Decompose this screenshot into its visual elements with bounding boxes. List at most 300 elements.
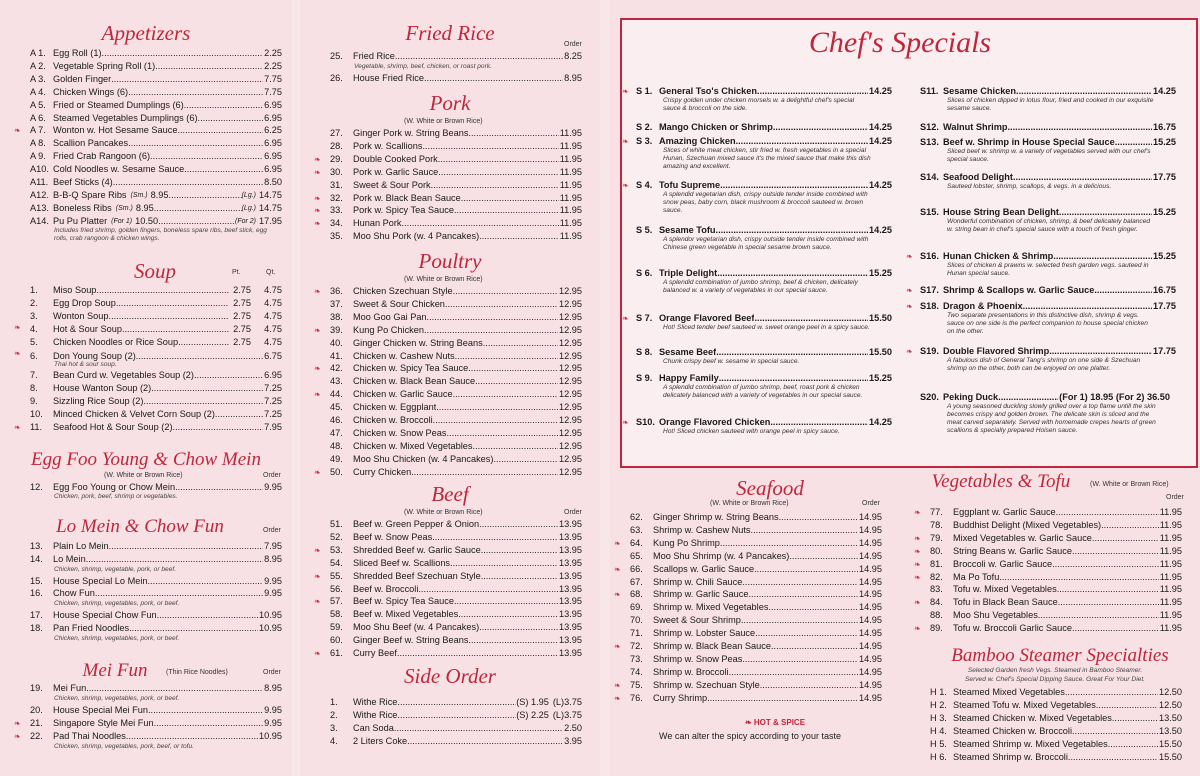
item-number: 48. bbox=[330, 440, 343, 451]
item-description: Two separate presentations in this distinctive dish, shrimp & vegs. sauce on one side is the perfect companion to house special chicken on the other. bbox=[947, 312, 1148, 335]
item-number: 27. bbox=[330, 128, 343, 138]
item-number: A 3. bbox=[30, 73, 46, 84]
item-number: 42. bbox=[330, 363, 343, 374]
item-number: 18. bbox=[30, 623, 43, 633]
item-number: 62. bbox=[630, 512, 643, 522]
item-number: 6. bbox=[30, 350, 38, 361]
item-number: 25. bbox=[330, 51, 343, 61]
item-name: Orange Flavored Chicken bbox=[659, 417, 771, 427]
mei-fun-heading: Mei Fun bbox=[82, 660, 148, 681]
item-name: Curry Beef bbox=[353, 648, 397, 658]
dot-leader bbox=[215, 409, 263, 420]
item-name: Boneless Ribs bbox=[53, 202, 112, 213]
item-price: 12.95 bbox=[559, 415, 582, 425]
dot-leader bbox=[779, 512, 858, 523]
item-name: Singapore Style Mei Fun bbox=[53, 717, 154, 728]
menu-item bbox=[330, 584, 582, 595]
dot-leader bbox=[751, 525, 858, 536]
seafood-heading: Seafood bbox=[736, 476, 804, 500]
item-price: 11.95 bbox=[559, 192, 582, 203]
item-price: 11.95 bbox=[1159, 571, 1182, 582]
item-number: 51. bbox=[330, 519, 343, 529]
pepper-icon: ❧ bbox=[314, 467, 321, 477]
item-price: 14.25 bbox=[1153, 86, 1176, 96]
pepper-icon: ❧ bbox=[14, 422, 21, 432]
item-price: 13.95 bbox=[559, 635, 582, 646]
dot-leader bbox=[397, 648, 558, 659]
item-price: 12.95 bbox=[559, 311, 582, 322]
dot-leader bbox=[479, 231, 559, 242]
menu-item bbox=[330, 218, 582, 229]
item-number: 54. bbox=[330, 557, 343, 568]
item-number: S 6. bbox=[636, 268, 653, 278]
item-number: 53. bbox=[330, 544, 343, 555]
dot-leader bbox=[742, 577, 858, 588]
menu-item bbox=[930, 597, 1182, 608]
item-name: Pork w. Scallions bbox=[353, 140, 423, 151]
menu-item bbox=[636, 417, 892, 428]
pepper-icon: ❧ bbox=[622, 418, 629, 427]
menu-item bbox=[330, 635, 582, 646]
dot-leader bbox=[148, 705, 263, 716]
menu-item bbox=[920, 392, 1176, 403]
item-name: Sliced Beef w. Scallions bbox=[353, 557, 451, 568]
menu-item bbox=[330, 622, 582, 633]
item-number: S12. bbox=[920, 122, 939, 132]
dot-leader bbox=[1094, 285, 1152, 296]
dot-leader bbox=[716, 225, 868, 236]
pepper-icon: ❧ bbox=[914, 559, 921, 569]
item-price: 11.95 bbox=[559, 179, 582, 190]
vegetables-tofu-heading: Vegetables & Tofu bbox=[931, 471, 1071, 492]
menu-item bbox=[330, 454, 582, 465]
item-price: 12.95 bbox=[559, 363, 582, 374]
item-price: 14.95 bbox=[859, 602, 882, 613]
dot-leader bbox=[481, 545, 558, 556]
item-name: Scallion Pancakes bbox=[53, 138, 129, 149]
item-description: Thai hot & sour soup. bbox=[54, 361, 117, 368]
item-number: S14. bbox=[920, 172, 939, 182]
menu-item bbox=[30, 576, 282, 587]
menu-item bbox=[920, 86, 1176, 97]
item-name: Shrimp w. Broccoli bbox=[653, 666, 729, 677]
menu-item bbox=[930, 559, 1182, 570]
pepper-icon: ❧ bbox=[14, 731, 21, 741]
item-price: 10.95 bbox=[259, 730, 282, 741]
item-name: Sweet & Sour Chicken bbox=[353, 298, 445, 309]
pepper-icon: ❧ bbox=[314, 325, 321, 335]
menu-item bbox=[30, 337, 282, 348]
dot-leader bbox=[438, 154, 559, 165]
item-name: Ginger Pork w. String Beans bbox=[353, 128, 469, 138]
dot-leader bbox=[1115, 137, 1152, 148]
bamboo-note: Selected Garden fresh Vegs. Steamed in Bamboo Steamer. bbox=[967, 667, 1143, 674]
item-price: 11.95 bbox=[559, 166, 582, 177]
large-price: 14.75 bbox=[259, 202, 282, 213]
menu-item bbox=[930, 610, 1182, 621]
item-name: Minced Chicken & Velvet Corn Soup (2) bbox=[53, 408, 215, 419]
dot-leader bbox=[411, 467, 558, 478]
menu-item bbox=[630, 667, 882, 678]
item-price: 13.95 bbox=[559, 557, 582, 568]
item-name: Pork w. Black Bean Sauce bbox=[353, 192, 461, 203]
pepper-icon: ❧ bbox=[614, 693, 621, 703]
menu-item bbox=[630, 641, 882, 652]
menu-item bbox=[30, 61, 282, 72]
item-name: Moo Shu Chicken (w. 4 Pancakes) bbox=[353, 453, 494, 464]
item-description: Chicken, pork, beef, shrimp or vegetables. bbox=[54, 493, 178, 500]
item-description: Sauteed lobster, shrimp, scallops, & vegs. in a delicious. bbox=[947, 183, 1112, 190]
pepper-icon: ❧ bbox=[314, 545, 321, 555]
menu-item bbox=[330, 723, 582, 734]
rice-note: (W. White or Brown Rice) bbox=[404, 276, 483, 283]
item-name: Shrimp w. Garlic Sauce bbox=[653, 589, 749, 600]
item-name: Happy Family bbox=[659, 373, 719, 383]
dot-leader bbox=[998, 392, 1058, 403]
item-name: Seafood Hot & Sour Soup (2) bbox=[53, 421, 173, 432]
menu-item bbox=[636, 373, 892, 384]
item-price: 9.95 bbox=[264, 588, 282, 599]
dot-leader bbox=[729, 667, 858, 678]
dot-leader bbox=[397, 710, 516, 721]
item-price: 14.95 bbox=[859, 666, 882, 677]
item-number: 15. bbox=[30, 575, 43, 586]
menu-item bbox=[30, 554, 282, 565]
menu-item bbox=[330, 402, 582, 413]
dot-leader bbox=[1112, 713, 1158, 724]
item-price: 15.25 bbox=[1153, 251, 1176, 261]
menu-item bbox=[930, 546, 1182, 557]
menu-item bbox=[636, 122, 892, 133]
dot-leader bbox=[397, 697, 516, 708]
item-price: 7.95 bbox=[264, 541, 282, 551]
menu-item bbox=[930, 520, 1182, 531]
item-name: Beef w. Green Pepper & Onion bbox=[353, 519, 480, 529]
order-header: Order bbox=[263, 472, 281, 479]
dot-leader bbox=[418, 584, 558, 595]
item-name: Steamed Tofu w. Mixed Vegetables bbox=[953, 699, 1096, 710]
item-description: Chicken, shrimp, vegetables, pork, beef, or tofu. bbox=[54, 742, 195, 750]
menu-item bbox=[30, 48, 282, 59]
dot-leader bbox=[407, 736, 563, 747]
dot-leader bbox=[479, 519, 558, 530]
menu-item bbox=[30, 610, 282, 621]
dot-leader bbox=[754, 564, 858, 575]
item-price: 8.50 bbox=[264, 177, 282, 187]
item-name: Egg Drop Soup bbox=[53, 298, 116, 309]
item-price: 6.95 bbox=[264, 138, 282, 149]
menu-item bbox=[330, 441, 582, 452]
item-price: 14.95 bbox=[859, 692, 882, 703]
item-price: 13.95 bbox=[559, 622, 582, 633]
item-name: Tofu in Black Bean Sauce bbox=[953, 597, 1058, 608]
pepper-icon: ❧ bbox=[14, 323, 21, 332]
item-description: A splendid combination of jumbo shrimp, beef, roast pork & chicken delicately balanced with a variety of vegetables in our special sauce. bbox=[663, 384, 863, 399]
item-name: Don Young Soup (2) bbox=[53, 350, 136, 361]
poultry-heading: Poultry bbox=[418, 249, 482, 273]
item-number: 59. bbox=[330, 622, 343, 633]
menu-item bbox=[930, 739, 1182, 750]
pepper-icon: ❧ bbox=[614, 590, 621, 600]
menu-item bbox=[30, 100, 282, 111]
item-number: 2. bbox=[330, 710, 338, 720]
item-description: Includes fried shrimp, golden fingers, boneless spare ribs, beef stick, egg rolls, crab rangoon & chicken wings. bbox=[54, 227, 267, 242]
pint-price: 2.75 bbox=[233, 298, 251, 309]
menu-item bbox=[930, 584, 1182, 595]
item-number: 60. bbox=[330, 635, 343, 646]
menu-item bbox=[30, 396, 282, 407]
item-price: 15.25 bbox=[869, 373, 892, 383]
item-number: 73. bbox=[630, 653, 643, 664]
item-name: Beef w. Shrimp in House Special Sauce bbox=[943, 137, 1115, 147]
pepper-icon: ❧ bbox=[914, 598, 921, 608]
dot-leader bbox=[1057, 584, 1159, 595]
pepper-icon: ❧ bbox=[314, 287, 321, 296]
item-number: 75. bbox=[630, 679, 643, 690]
dot-leader bbox=[184, 164, 263, 175]
item-name: Moo Shu Beef (w. 4 Pancakes) bbox=[353, 622, 480, 633]
item-number: 52. bbox=[330, 531, 343, 542]
menu-item bbox=[30, 87, 282, 98]
fried-rice-heading: Fried Rice bbox=[405, 21, 495, 45]
quart-price: 4.75 bbox=[264, 311, 282, 322]
item-name: Ma Po Tofu bbox=[953, 571, 1000, 582]
menu-item bbox=[630, 551, 882, 562]
dot-leader bbox=[95, 588, 263, 599]
menu-item bbox=[330, 128, 582, 139]
small-price: (S) 2.25 bbox=[516, 710, 549, 720]
menu-item bbox=[330, 532, 582, 543]
small-price: 8.95 bbox=[150, 190, 169, 200]
dot-leader bbox=[450, 558, 558, 569]
dot-leader bbox=[479, 622, 558, 633]
item-number: 83. bbox=[930, 584, 943, 595]
menu-item bbox=[330, 231, 582, 242]
dot-leader bbox=[748, 589, 858, 600]
item-number: S10. bbox=[636, 417, 655, 427]
pork-heading: Pork bbox=[429, 91, 471, 115]
item-price: 14.95 bbox=[859, 512, 882, 522]
item-name: Sesame Beef bbox=[659, 347, 717, 357]
pepper-icon: ❧ bbox=[914, 624, 921, 634]
item-price: 10.95 bbox=[259, 610, 282, 621]
pepper-icon: ❧ bbox=[314, 206, 321, 216]
rice-note: (W. White or Brown Rice) bbox=[1090, 481, 1169, 488]
item-number: A 9. bbox=[30, 151, 46, 162]
dot-leader bbox=[394, 723, 563, 734]
item-name: Wonton w. Hot Sesame Sauce bbox=[53, 125, 178, 136]
menu-item bbox=[30, 623, 282, 634]
item-name: Fried Crab Rangoon (6) bbox=[53, 151, 151, 162]
menu-item bbox=[330, 73, 582, 84]
item-number: A 5. bbox=[30, 99, 46, 110]
item-number: 14. bbox=[30, 553, 43, 564]
item-description: Crispy golden under chicken morsels w. a delightful chef's special sauce & broccoli on the side. bbox=[663, 97, 855, 112]
dot-leader bbox=[454, 205, 559, 216]
item-name: Tofu w. Broccoli Garlic Sauce bbox=[953, 623, 1072, 634]
menu-item bbox=[630, 525, 882, 536]
pepper-icon: ❧ bbox=[622, 181, 629, 190]
dot-leader bbox=[436, 402, 558, 413]
item-price: 6.95 bbox=[264, 112, 282, 123]
item-number: 1. bbox=[330, 697, 338, 707]
pepper-icon: ❧ bbox=[314, 390, 321, 400]
pepper-icon: ❧ bbox=[614, 538, 621, 548]
item-price: 15.50 bbox=[1159, 751, 1182, 762]
item-name: Steamed Mixed Vegetables bbox=[953, 687, 1065, 697]
item-price: 7.25 bbox=[264, 395, 282, 406]
menu-item bbox=[330, 571, 582, 582]
item-description: Chicken, shrimp, vegetable, pork, or beef. bbox=[54, 565, 177, 573]
item-number: 65. bbox=[630, 550, 643, 561]
dot-leader bbox=[438, 167, 558, 178]
dot-leader bbox=[184, 100, 263, 111]
item-number: S 9. bbox=[636, 373, 653, 383]
beef-heading: Beef bbox=[431, 482, 469, 506]
dot-leader bbox=[154, 203, 242, 214]
item-price: 11.95 bbox=[1159, 507, 1182, 517]
item-name: Kung Po Chicken bbox=[353, 324, 424, 335]
menu-item bbox=[330, 558, 582, 569]
item-name: Steamed Shrimp w. Mixed Vegetables bbox=[953, 738, 1108, 749]
item-name: Shrimp w. Szechuan Style bbox=[653, 679, 760, 690]
item-name: Chicken w. Mixed Vegetables bbox=[353, 440, 473, 451]
pint-header: Pt. bbox=[232, 269, 241, 276]
menu-item bbox=[920, 122, 1176, 133]
item-number: S16. bbox=[920, 251, 939, 261]
item-price: 7.25 bbox=[264, 408, 282, 419]
item-number: 47. bbox=[330, 427, 343, 438]
item-price: 14.95 bbox=[859, 576, 882, 587]
large-price: (L)3.75 bbox=[552, 697, 582, 707]
hot-spice-legend: ❧ HOT & SPICE bbox=[744, 718, 806, 727]
dot-leader bbox=[719, 373, 868, 384]
pepper-icon: ❧ bbox=[614, 564, 621, 574]
item-price: 12.95 bbox=[559, 376, 582, 387]
menu-item bbox=[330, 609, 582, 620]
item-price: 14.95 bbox=[859, 615, 882, 626]
dot-leader bbox=[468, 363, 558, 374]
pepper-icon: ❧ bbox=[622, 137, 629, 146]
item-number: S17. bbox=[920, 285, 939, 295]
pepper-icon: ❧ bbox=[622, 314, 629, 323]
item-name: Pad Thai Noodles bbox=[53, 730, 126, 741]
item-name: House Special Chow Fun bbox=[53, 610, 157, 621]
item-price: 11.95 bbox=[559, 153, 582, 164]
item-price: 16.75 bbox=[1153, 122, 1176, 132]
menu-item bbox=[920, 137, 1176, 148]
small-size: (Sm.) bbox=[130, 192, 148, 199]
small-size: (For 1) bbox=[111, 217, 133, 225]
item-name: Peking Duck bbox=[943, 392, 999, 402]
pepper-icon: ❧ bbox=[314, 571, 321, 581]
item-number: 41. bbox=[330, 350, 343, 361]
item-price: 12.50 bbox=[1159, 699, 1182, 710]
item-number: S 2. bbox=[636, 122, 653, 132]
item-name: Chicken w. Black Bean Sauce bbox=[353, 376, 476, 387]
item-number: A 6. bbox=[30, 112, 46, 123]
pint-price: 2.75 bbox=[233, 324, 251, 335]
dot-leader bbox=[86, 554, 263, 565]
item-number: S13. bbox=[920, 137, 939, 147]
menu-item bbox=[330, 648, 582, 659]
item-number: 67. bbox=[630, 576, 643, 587]
item-number: S 8. bbox=[636, 347, 653, 357]
item-name: House String Bean Delight bbox=[943, 207, 1059, 217]
menu-item bbox=[330, 697, 582, 708]
item-name: Chicken w. Snow Peas bbox=[353, 427, 447, 438]
dot-leader bbox=[453, 389, 558, 400]
item-name: Sizzling Rice Soup (2) bbox=[53, 395, 144, 406]
dot-leader bbox=[178, 337, 229, 348]
menu-item bbox=[630, 693, 882, 704]
menu-item bbox=[30, 311, 282, 322]
item-price: 10.95 bbox=[259, 623, 282, 633]
item-number: 68. bbox=[630, 589, 643, 600]
menu-item bbox=[630, 577, 882, 588]
dot-leader bbox=[155, 61, 263, 72]
menu-item bbox=[920, 251, 1176, 262]
pepper-icon: ❧ bbox=[906, 302, 913, 311]
item-number: 2. bbox=[30, 298, 38, 309]
pepper-icon: ❧ bbox=[614, 680, 621, 690]
chefs-specials-heading: Chef's Specials bbox=[808, 26, 992, 59]
dot-leader bbox=[129, 623, 258, 634]
item-name: Pu Pu Platter bbox=[53, 215, 108, 226]
item-number: H 2. bbox=[930, 699, 947, 710]
order-header: Order bbox=[564, 41, 582, 48]
item-price: 14.95 bbox=[859, 641, 882, 651]
item-price: 15.50 bbox=[869, 313, 892, 323]
item-name: Seafood Delight bbox=[943, 172, 1013, 182]
item-number: 58. bbox=[330, 609, 343, 620]
appetizers-heading: Appetizers bbox=[101, 21, 191, 45]
dot-leader bbox=[1052, 559, 1159, 570]
dot-leader bbox=[424, 325, 558, 336]
menu-item bbox=[930, 713, 1182, 724]
item-number: 64. bbox=[630, 537, 643, 548]
item-number: A10. bbox=[30, 164, 49, 175]
item-description: Vegetable, shrimp, beef, chicken, or roast pork. bbox=[354, 63, 492, 70]
item-name: Chicken w. Broccoli bbox=[353, 415, 433, 425]
item-name: Shrimp w. Chili Sauce bbox=[653, 576, 743, 587]
item-price: 9.95 bbox=[264, 575, 282, 586]
item-number: 77. bbox=[930, 507, 943, 517]
menu-item bbox=[630, 564, 882, 575]
item-price: 16.75 bbox=[1153, 285, 1176, 295]
item-number: 13. bbox=[30, 541, 43, 551]
item-price: 13.95 bbox=[559, 544, 582, 555]
item-name: Beef w. Snow Peas bbox=[353, 531, 433, 542]
item-price: 17.75 bbox=[1153, 346, 1176, 356]
item-number: 76. bbox=[630, 692, 643, 703]
item-number: 43. bbox=[330, 376, 343, 387]
item-name: Curry Shrimp bbox=[653, 692, 708, 703]
menu-item bbox=[930, 623, 1182, 634]
menu-item bbox=[330, 363, 582, 374]
menu-item bbox=[630, 538, 882, 549]
menu-item bbox=[930, 533, 1182, 544]
item-description: A splendid combination of jumbo shrimp, beef & chicken, delicately balanced w. a variety of vegetables in our special sauce. bbox=[663, 279, 858, 294]
menu-item bbox=[30, 138, 282, 149]
item-price: 2.50 bbox=[564, 723, 582, 733]
dot-leader bbox=[128, 138, 263, 149]
item-number: 31. bbox=[330, 179, 343, 190]
item-price: 14.25 bbox=[869, 86, 892, 96]
item-number: 57. bbox=[330, 596, 343, 607]
item-description: A splendor vegetarian dish, crispy outside tender inside combined with Chinese green vegetable in special sesame brown sauce. bbox=[663, 236, 869, 251]
item-name: Eggplant w. Garlic Sauce bbox=[953, 507, 1056, 517]
